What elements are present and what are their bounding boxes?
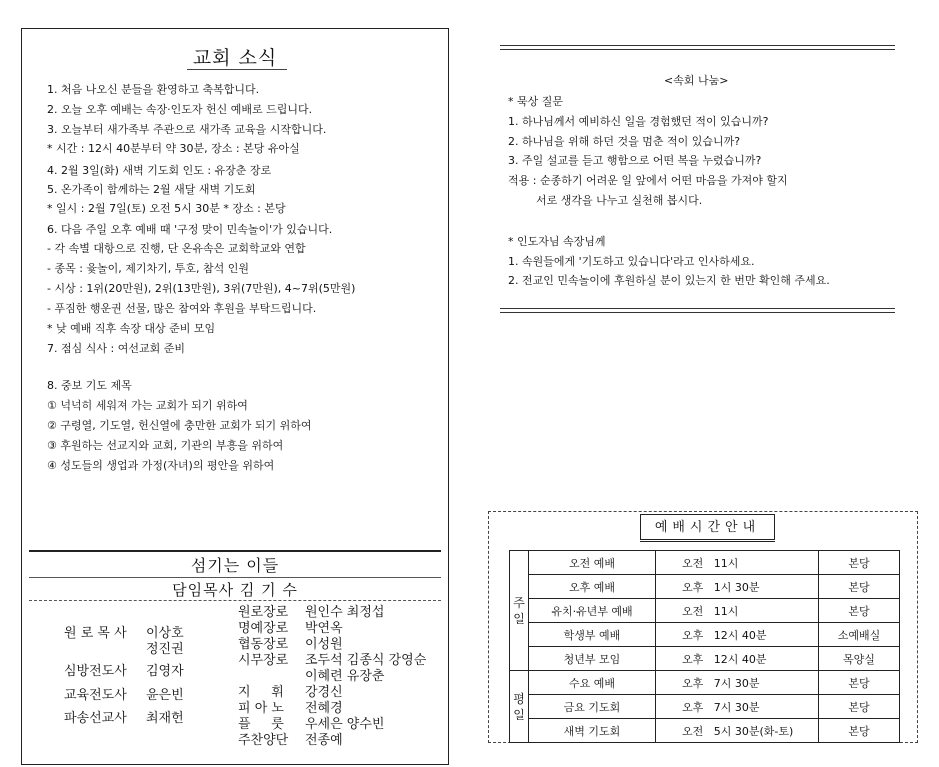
schedule-row bbox=[510, 695, 900, 719]
server-name: 이혜련 유장춘 bbox=[305, 669, 385, 684]
schedule-service-name: 새벽 기도회 bbox=[529, 719, 656, 743]
news-line: * 일시 : 2월 7일(토) 오전 5시 30분 * 장소 : 본당 bbox=[47, 202, 286, 215]
schedule-time: 오후 12시 40분 bbox=[656, 647, 819, 671]
schedule-group-label: 주 일 bbox=[510, 551, 529, 671]
worship-schedule-table bbox=[509, 550, 900, 743]
schedule-time: 오전 5시 30분(화-토) bbox=[656, 719, 819, 743]
server-name: 전종예 bbox=[305, 733, 343, 748]
server-role: 시무장로 bbox=[238, 653, 289, 668]
sharing-line: 서로 생각을 나누고 실천해 봅시다. bbox=[508, 194, 703, 207]
news-line: * 낮 예배 직후 속장 대상 준비 모임 bbox=[47, 322, 216, 335]
schedule-row bbox=[510, 719, 900, 743]
schedule-time: 오후 7시 30분 bbox=[656, 695, 819, 719]
news-line: ④ 성도들의 생업과 가정(자녀)의 평안을 위하여 bbox=[47, 459, 275, 472]
news-line: ① 넉넉히 세워져 가는 교회가 되기 위하여 bbox=[47, 399, 248, 412]
servers-title: 섬기는 이들 bbox=[190, 556, 280, 575]
news-line: - 시상 : 1위(20만원), 2위(13만원), 3위(7만원), 4~7위(5만원) bbox=[47, 282, 356, 295]
server-role: 피 아 노 bbox=[238, 701, 284, 716]
server-role: 원 로 목 사 bbox=[64, 626, 127, 641]
schedule-time: 오후 1시 30분 bbox=[656, 575, 819, 599]
server-name: 우세은 양수빈 bbox=[305, 717, 385, 732]
schedule-row bbox=[510, 575, 900, 599]
schedule-place: 본당 bbox=[819, 551, 900, 575]
schedule-time: 오전 11시 bbox=[656, 599, 819, 623]
senior-pastor: 담임목사 김 기 수 bbox=[172, 581, 298, 599]
news-line: ② 구령열, 기도열, 헌신열에 충만한 교회가 되기 위하여 bbox=[47, 419, 312, 432]
news-line: 6. 다음 주일 오후 예배 때 '구정 맞이 민속놀이'가 있습니다. bbox=[47, 223, 333, 236]
schedule-place: 본당 bbox=[819, 695, 900, 719]
sharing-line: 2. 하나님을 위해 하던 것을 멈춘 적이 있습니까? bbox=[508, 135, 741, 148]
server-role: 플 룻 bbox=[238, 717, 284, 732]
server-name: 조두석 김종식 강영순 bbox=[305, 653, 427, 668]
sharing-line: 1. 하나님께서 예비하신 일을 경험했던 적이 있습니까? bbox=[508, 115, 769, 128]
server-role: 파송선교사 bbox=[64, 711, 127, 726]
news-line: * 시간 : 12시 40분부터 약 30분, 장소 : 본당 유아실 bbox=[47, 142, 300, 155]
schedule-service-name: 금요 기도회 bbox=[529, 695, 656, 719]
sharing-line: 3. 주일 설교를 듣고 행함으로 어떤 복을 누렸습니까? bbox=[508, 154, 762, 167]
server-role: 원로장로 bbox=[238, 605, 289, 620]
server-role: 교육전도사 bbox=[64, 688, 127, 703]
server-role: 지 휘 bbox=[238, 685, 284, 700]
divider bbox=[500, 45, 895, 46]
sharing-line: 1. 속원들에게 '기도하고 있습니다'라고 인사하세요. bbox=[508, 255, 755, 268]
news-line: 3. 오늘부터 새가족부 주관으로 새가족 교육을 시작합니다. bbox=[47, 123, 327, 136]
schedule-service-name: 유치·유년부 예배 bbox=[529, 599, 656, 623]
news-line: ③ 후원하는 선교지와 교회, 기관의 부흥을 위하여 bbox=[47, 439, 284, 452]
schedule-group-label: 평 일 bbox=[510, 671, 529, 743]
worship-schedule-title: 예배시간안내 bbox=[640, 514, 775, 540]
server-name: 김영자 bbox=[146, 664, 184, 679]
news-line: 1. 처음 나오신 분들을 환영하고 축복합니다. bbox=[47, 83, 260, 96]
schedule-service-name: 학생부 예배 bbox=[529, 623, 656, 647]
news-line: 8. 중보 기도 제목 bbox=[47, 379, 132, 392]
schedule-row bbox=[510, 623, 900, 647]
news-line: 2. 오늘 오후 예배는 속장·인도자 헌신 예배로 드립니다. bbox=[47, 103, 313, 116]
server-name: 원인수 최정섭 bbox=[305, 605, 385, 620]
sharing-line: * 묵상 질문 bbox=[508, 95, 563, 108]
server-name: 최재헌 bbox=[146, 711, 184, 726]
news-line: - 각 속별 대항으로 진행, 단 온유속은 교회학교와 연합 bbox=[47, 242, 306, 255]
schedule-row bbox=[510, 671, 900, 695]
sharing-line: * 인도자님 속장님께 bbox=[508, 235, 606, 248]
schedule-place: 본당 bbox=[819, 575, 900, 599]
divider bbox=[500, 312, 895, 313]
server-role: 명예장로 bbox=[238, 621, 289, 636]
schedule-time: 오전 11시 bbox=[656, 551, 819, 575]
schedule-service-name: 오후 예배 bbox=[529, 575, 656, 599]
divider bbox=[500, 308, 895, 309]
server-name: 이성원 bbox=[305, 637, 343, 652]
server-name: 윤은빈 bbox=[146, 688, 184, 703]
schedule-time: 오후 12시 40분 bbox=[656, 623, 819, 647]
sharing-line: 적용 : 순종하기 어려운 일 앞에서 어떤 마음을 가져야 할지 bbox=[508, 174, 788, 187]
schedule-service-name: 오전 예배 bbox=[529, 551, 656, 575]
church-news-title: 교회 소식 bbox=[192, 47, 278, 69]
server-role: 주찬양단 bbox=[238, 733, 289, 748]
schedule-service-name: 청년부 모임 bbox=[529, 647, 656, 671]
title-underline bbox=[187, 69, 287, 70]
server-name: 이상호 bbox=[146, 626, 184, 641]
schedule-time: 오후 7시 30분 bbox=[656, 671, 819, 695]
schedule-row bbox=[510, 599, 900, 623]
news-line: - 푸짐한 행운권 선물, 많은 참여와 후원을 부탁드립니다. bbox=[47, 302, 317, 315]
news-line: 4. 2월 3일(화) 새벽 기도회 인도 : 유장춘 장로 bbox=[47, 164, 272, 177]
server-name: 전혜경 bbox=[305, 701, 343, 716]
schedule-place: 목양실 bbox=[819, 647, 900, 671]
divider bbox=[29, 550, 441, 552]
schedule-place: 소예배실 bbox=[819, 623, 900, 647]
news-line: - 종목 : 윷놀이, 제기차기, 투호, 참석 인원 bbox=[47, 262, 250, 275]
schedule-place: 본당 bbox=[819, 719, 900, 743]
news-line: 7. 점심 식사 : 여선교회 준비 bbox=[47, 342, 185, 355]
schedule-place: 본당 bbox=[819, 599, 900, 623]
server-name: 박연옥 bbox=[305, 621, 343, 636]
news-line: 5. 온가족이 함께하는 2월 새달 새벽 기도회 bbox=[47, 183, 256, 196]
server-role: 협동장로 bbox=[238, 637, 289, 652]
schedule-service-name: 수요 예배 bbox=[529, 671, 656, 695]
schedule-row bbox=[510, 647, 900, 671]
server-name: 강경신 bbox=[305, 685, 343, 700]
schedule-row bbox=[510, 551, 900, 575]
server-name: 정진권 bbox=[146, 642, 184, 657]
schedule-place: 본당 bbox=[819, 671, 900, 695]
sharing-title: <속회 나눔> bbox=[664, 74, 729, 87]
sharing-line: 2. 전교인 민속놀이에 후원하실 분이 있는지 한 번만 확인해 주세요. bbox=[508, 274, 830, 287]
server-role: 심방전도사 bbox=[64, 664, 127, 679]
church-news-box bbox=[21, 28, 449, 765]
divider bbox=[500, 49, 895, 50]
divider bbox=[29, 577, 441, 578]
